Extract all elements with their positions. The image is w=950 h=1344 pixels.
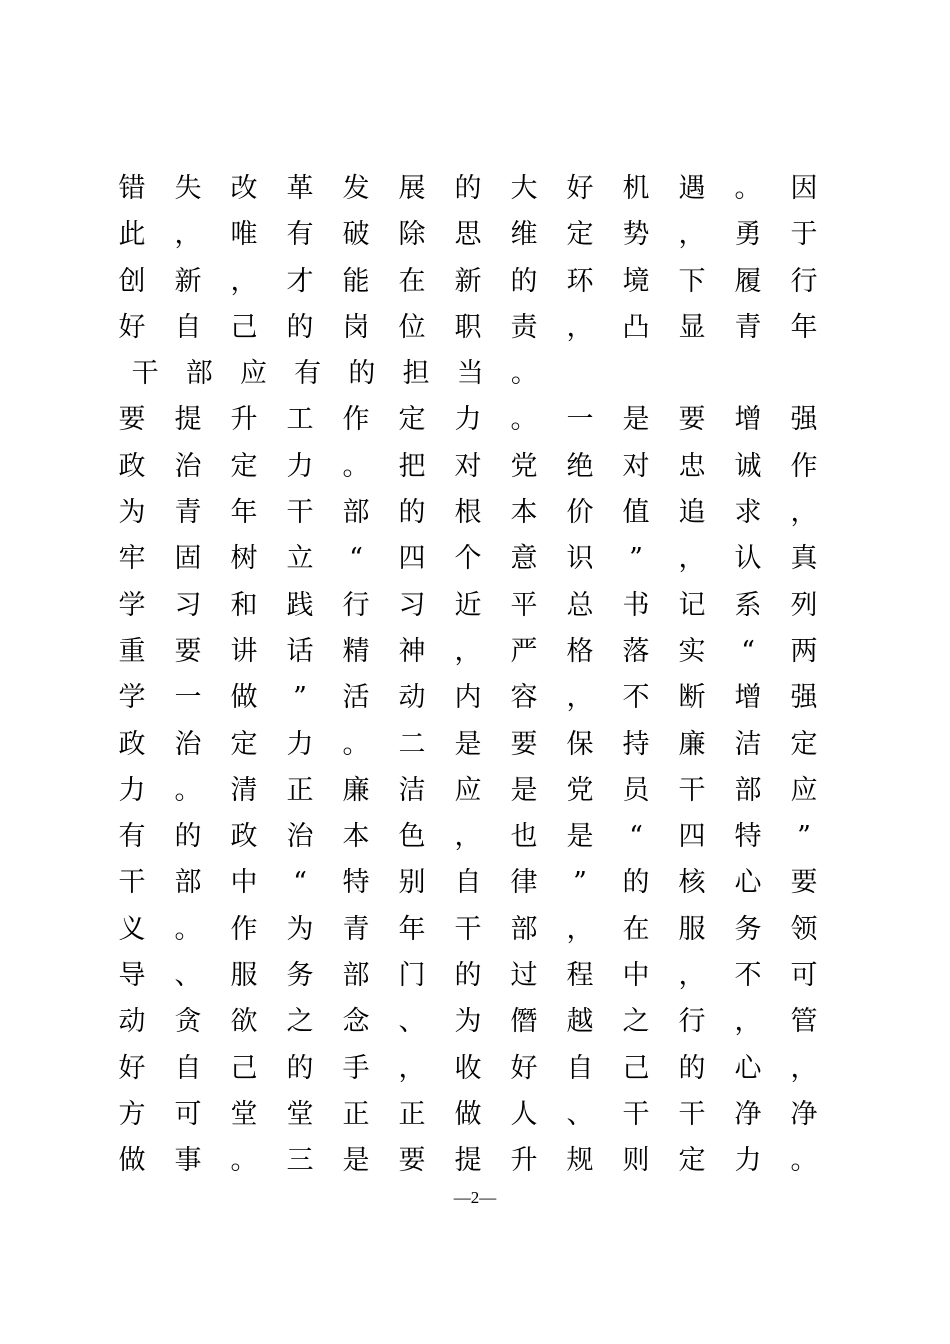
text-line: 义 。 作 为 青 年 干 部 ， 在 服 务 领 <box>118 913 818 945</box>
text-line: 方 可 堂 堂 正 正 做 人 、 干 干 净 净 <box>118 1098 818 1130</box>
text-line: 导 、 服 务 部 门 的 过 程 中 ， 不 可 <box>118 960 818 992</box>
text-line: 好 自 己 的 手 ， 收 好 自 己 的 心 ， <box>118 1052 818 1084</box>
text-line: 干 部 应 有 的 担 当 。 <box>131 358 538 390</box>
text-line: 错 失 改 革 发 展 的 大 好 机 遇 。 因 <box>118 173 818 204</box>
text-line: 创 新 ， 才 能 在 新 的 环 境 下 履 行 <box>118 265 818 297</box>
text-line: 做 事 。 三 是 要 提 升 规 则 定 力 。 <box>118 1145 818 1177</box>
text-line: 有 的 政 治 本 色 ， 也 是 “ 四 特 ” <box>118 821 811 853</box>
document-body <box>118 166 818 1185</box>
text-line: 动 贪 欲 之 念 、 为 僭 越 之 行 ， 管 <box>118 1006 818 1038</box>
text-line: 要 提 升 工 作 定 力 。 一 是 要 增 强 <box>118 404 818 436</box>
text-line: 政 治 定 力 。 二 是 要 保 持 廉 洁 定 <box>118 728 818 760</box>
text-line: 学 习 和 践 行 习 近 平 总 书 记 系 列 <box>118 589 818 621</box>
text-line: 牢 固 树 立 “ 四 个 意 识 ” ， 认 真 <box>118 543 818 575</box>
text-line: 重 要 讲 话 精 神 ， 严 格 落 实 “ 两 <box>118 635 818 667</box>
text-line: 学 一 做 ” 活 动 内 容 ， 不 断 增 强 <box>118 682 818 714</box>
text-line: 为 青 年 干 部 的 根 本 价 值 追 求 ， <box>118 497 818 529</box>
text-line: 政 治 定 力 。 把 对 党 绝 对 忠 诚 作 <box>118 450 818 482</box>
text-line: 干 部 中 “ 特 别 自 律 ” 的 核 心 要 <box>118 867 818 899</box>
text-line: 好 自 己 的 岗 位 职 责 ， 凸 显 青 年 <box>118 311 818 343</box>
page-number: —2— <box>453 1188 497 1207</box>
text-line: 力 。 清 正 廉 洁 应 是 党 员 干 部 应 <box>118 774 818 806</box>
text-line: 此 ， 唯 有 破 除 思 维 定 势 ， 勇 于 <box>118 219 818 251</box>
